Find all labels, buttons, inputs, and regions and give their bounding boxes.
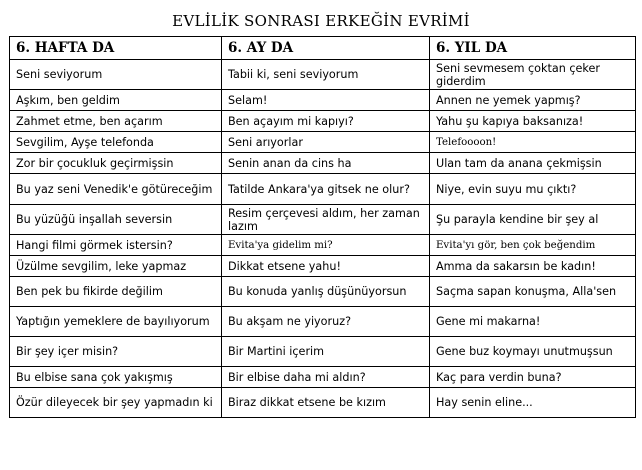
table-cell: Yahu şu kapıya baksanıza! [430,111,636,132]
table-cell: Bu yaz seni Venedik'e götüreceğim [10,174,222,205]
table-cell: Senin anan da cins ha [222,153,430,174]
table-cell: Zor bir çocukluk geçirmişsin [10,153,222,174]
table-cell: Bu konuda yanlış düşünüyorsun [222,277,430,307]
table-row [10,90,636,111]
table-cell: Evita'yı gör, ben çok beğendim [430,235,636,256]
table-cell: Selam! [222,90,430,111]
table-cell: Evita'ya gidelim mi? [222,235,430,256]
table-cell: Ben açayım mi kapıyı? [222,111,430,132]
table-cell: Tatilde Ankara'ya gitsek ne olur? [222,174,430,205]
table-cell: Bir Martini içerim [222,337,430,367]
table-row [10,174,636,205]
table-cell: Özür dileyecek bir şey yapmadın ki [10,388,222,418]
evolution-table [9,36,636,418]
table-cell: Telefoooon! [430,132,636,153]
table-row [10,367,636,388]
table-cell: Hay senin eline... [430,388,636,418]
table-row [10,60,636,90]
column-header-6-weeks: 6. HAFTA DA [10,37,222,60]
table-row [10,256,636,277]
table-cell: Yaptığın yemeklere de bayılıyorum [10,307,222,337]
table-cell: Gene buz koymayı unutmuşsun [430,337,636,367]
table-row [10,235,636,256]
table-cell: Ben pek bu fikirde değilim [10,277,222,307]
table-cell: Seni sevmesem çoktan çeker giderdim [430,60,636,90]
table-cell: Seni arıyorlar [222,132,430,153]
table-cell: Niye, evin suyu mu çıktı? [430,174,636,205]
table-row [10,277,636,307]
table-header-row [10,37,636,60]
table-cell: Tabii ki, seni seviyorum [222,60,430,90]
table-row [10,111,636,132]
table-row [10,132,636,153]
table-row [10,153,636,174]
table-cell: Bu akşam ne yiyoruz? [222,307,430,337]
table-cell: Hangi filmi görmek istersin? [10,235,222,256]
column-header-6-months: 6. AY DA [222,37,430,60]
table-row [10,307,636,337]
table-cell: Kaç para verdin buna? [430,367,636,388]
table-cell: Resim çerçevesi aldım, her zaman lazım [222,205,430,235]
table-cell: Seni seviyorum [10,60,222,90]
table-cell: Dikkat etsene yahu! [222,256,430,277]
table-cell: Şu parayla kendine bir şey al [430,205,636,235]
table-cell: Gene mi makarna! [430,307,636,337]
table-cell: Aşkım, ben geldim [10,90,222,111]
table-cell: Üzülme sevgilim, leke yapmaz [10,256,222,277]
page-title: EVLİLİK SONRASI ERKEĞİN EVRİMİ [172,12,470,30]
table-row [10,205,636,235]
table-cell: Bu elbise sana çok yakışmış [10,367,222,388]
table-cell: Sevgilim, Ayşe telefonda [10,132,222,153]
table-cell: Ulan tam da anana çekmişsin [430,153,636,174]
table-cell: Biraz dikkat etsene be kızım [222,388,430,418]
column-header-6-years: 6. YIL DA [430,37,636,60]
table-cell: Amma da sakarsın be kadın! [430,256,636,277]
table-cell: Bu yüzüğü inşallah seversin [10,205,222,235]
table-cell: Saçma sapan konuşma, Alla'sen [430,277,636,307]
table-cell: Bir elbise daha mi aldın? [222,367,430,388]
table-cell: Annen ne yemek yapmış? [430,90,636,111]
table-cell: Bir şey içer misin? [10,337,222,367]
table-cell: Zahmet etme, ben açarım [10,111,222,132]
table-row [10,388,636,418]
table-row [10,337,636,367]
